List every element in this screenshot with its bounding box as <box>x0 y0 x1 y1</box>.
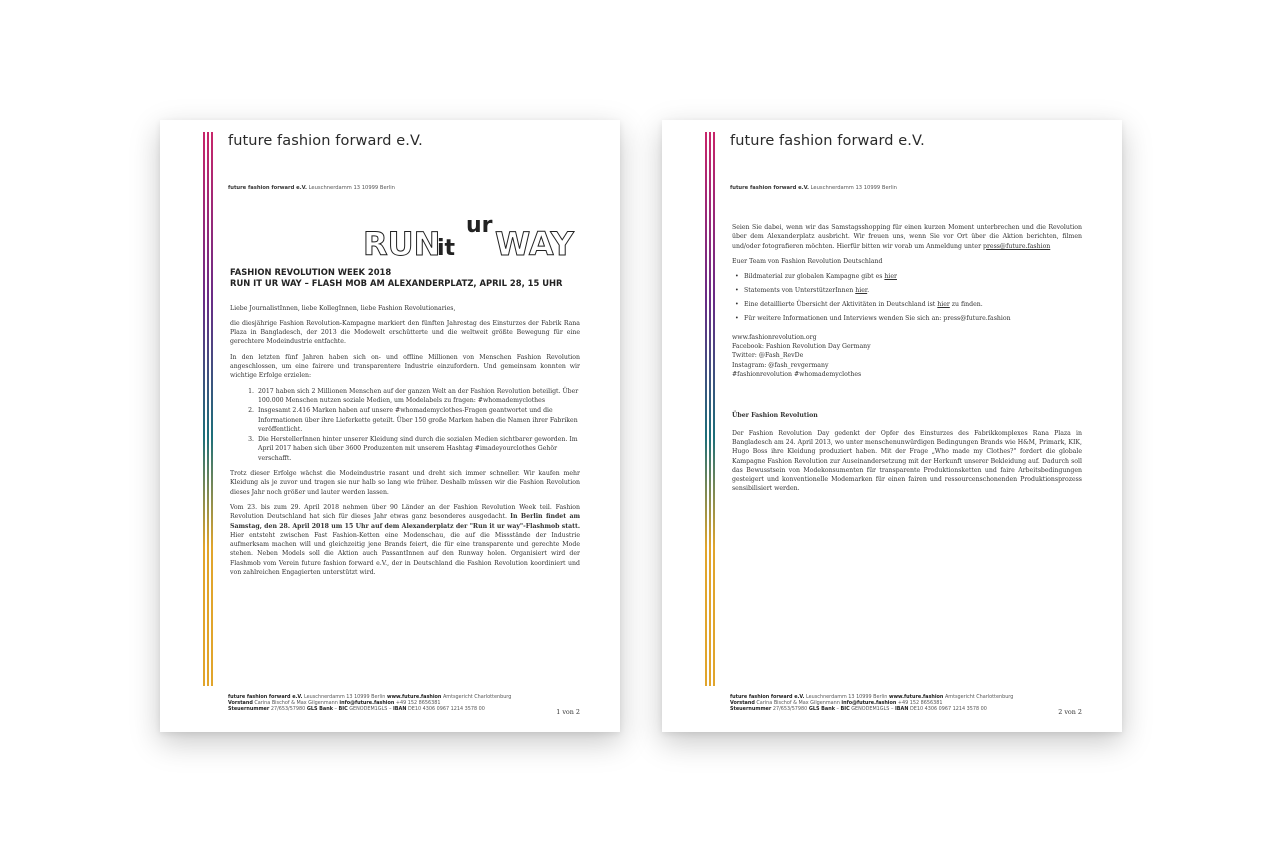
about-text: Der Fashion Revolution Day gedenkt der Opfer des Einsturzes des Fabrikkomplexes Rana Plaza in Bangladesch am 24. April 2013, wo unter menschenunwürdigen Bedingungen Brands wie H&M, Primark, KIK, Hugo Boss ihre Kleidung produziert haben. Mit der Frage „Who made my Clothes?" fordert die globale Kampagne Fashion Revolution zur Auseinandersetzung mit der Herkunft unserer Bekleidung auf. Dadurch soll das Bewusstsein von Modekonsumenten für transparente Produktionsketten und faire Arbeitsbedingungen gesteigert und konventionelle Modemarken für einen fairen und ressourcenschonenden Produktionsprozess sensibilisiert werden. <box>732 429 1082 493</box>
facebook-link[interactable]: Facebook: Fashion Revolution Day Germany <box>732 343 871 351</box>
page-title: FASHION REVOLUTION WEEK 2018 <box>230 267 392 277</box>
campaign-logo-way: WAY <box>495 225 574 258</box>
document-page-2 <box>662 120 1122 732</box>
sender-address: future fashion forward e.V. Leuschnerdamm 13 10999 Berlin <box>228 185 395 191</box>
page-1-body <box>230 268 580 583</box>
list-item: • Statements von UnterstützerInnen hier. <box>744 286 1082 295</box>
brand-name: future fashion forward e.V. <box>730 133 925 149</box>
signoff: Euer Team von Fashion Revolution Deutschland <box>732 257 883 265</box>
sender-address: future fashion forward e.V. Leuschnerdamm 13 10999 Berlin <box>730 185 897 191</box>
page-2-body <box>732 223 1082 500</box>
twitter-link[interactable]: Twitter: @Fash_RevDe <box>732 352 804 360</box>
paragraph-movement: In den letzten fünf Jahren haben sich on- und offline Millionen von Menschen Fashion Revolution angeschlossen, um eine fairere und transparentere Industrie einzufordern. Und gemeinsam konnten wir wichtige Erfolge erzielen: <box>230 353 580 380</box>
stripe-3 <box>713 132 715 686</box>
list-item: • Für weitere Informationen und Interviews wenden Sie sich an: press@future.fashion <box>744 314 1082 323</box>
page-subtitle: RUN IT UR WAY – FLASH MOB AM ALEXANDERPLATZ, APRIL 28, 15 UHR <box>230 278 563 289</box>
hashtags: #fashionrevolution #whomademyclothes <box>732 371 862 379</box>
about-heading: Über Fashion Revolution <box>732 412 818 420</box>
campaign-logo-ur: ur <box>466 213 493 238</box>
achievements-list <box>230 387 580 463</box>
campaign-logo-it: it <box>437 236 456 258</box>
stripe-1 <box>705 132 707 686</box>
campaign-logo-run: RUN <box>363 225 441 258</box>
stripe-2 <box>207 132 209 686</box>
brand-stripes <box>203 132 217 686</box>
social-links <box>732 333 1082 379</box>
paragraph-growth: Trotz dieser Erfolge wächst die Modeindustrie rasant und dreht sich immer schneller. Wir kaufen mehr Kleidung als je zuvor und tragen sie nur halb so lang wie früher. Deshalb müssen wir die Fashion Revolution dieses Jahr noch größer und lauter werden lassen. <box>230 470 580 496</box>
paragraph-event: Vom 23. bis zum 29. April 2018 nehmen über 90 Länder an der Fashion Revolution Week teil. Fashion Revolution Deutschland hat sich für dieses Jahr etwas ganz besonderes ausgedacht. In Berlin findet am Samstag, den 28. April 2018 um 15 Uhr auf dem Alexanderplatz der "Run it ur way"-Flashmob statt. Hier entsteht zwischen Fast Fashion-Ketten eine Modenschau, die auf die Missstände der Industrie aufmerksam machen will und gleichzeitig jene Brands feiert, die für eine transparente und gerechte Mode stehen. Neben Models soll die Aktion auch PassantInnen auf den Runway holen. Organisiert wird der Flashmob vom Verein future fashion forward e.V., der in Deutschland die Fashion Revolution koordiniert und von zahlreichen Engagierten unterstützt wird. <box>230 503 581 577</box>
stripe-1 <box>203 132 205 686</box>
page-number: 2 von 2 <box>1058 708 1082 716</box>
website-link[interactable]: www.fashionrevolution.org <box>732 333 817 341</box>
stripe-2 <box>709 132 711 686</box>
list-item: 3. Die HerstellerInnen hinter unserer Kleidung sind durch die sozialen Medien sichtbarer geworden. Im April 2017 haben sich über 3600 Produzenten mit unserem Hashtag #imadeyourclothes Gehör verschafft. <box>256 435 580 463</box>
list-item: 1. 2017 haben sich 2 Millionen Menschen auf der ganzen Welt an der Fashion Revolution beteiligt. Über 100.000 Menschen nutzen soziale Medien, um Modelabels zu fragen: #whomademyclothes <box>256 387 580 406</box>
page-number: 1 von 2 <box>556 708 580 716</box>
campaign-logo <box>363 212 583 258</box>
press-email-link[interactable]: press@future.fashion <box>983 242 1051 250</box>
event-highlight: In Berlin findet am Samstag, den 28. April 2018 um 15 Uhr auf dem Alexanderplatz der "Run it ur way"-Flashmob statt. <box>230 513 581 530</box>
list-item: • Eine detaillierte Übersicht der Aktivitäten in Deutschland ist hier zu finden. <box>744 300 1082 309</box>
paragraph-intro: die diesjährige Fashion Revolution-Kampagne markiert den fünften Jahrestag des Einsturzes der Fabrik Rana Plaza in Bangladesch, der 2013 die Modewelt erschütterte und die weltweit größte Bewegung für eine gerechtere Modeindustrie entfachte. <box>230 319 580 346</box>
paragraph-invitation: Seien Sie dabei, wenn wir das Samstagsshopping für einen kurzen Moment unterbrechen und die Revolution über dem Alexanderplatz ausbricht. Wir freuen uns, wenn Sie vor Ort über die Aktion berichten, filmen und/oder fotografieren möchten. Hierfür bitten wir vorab um Anmeldung unter press@future.fashion <box>732 224 1082 250</box>
page-footer: future fashion forward e.V. Leuschnerdamm 13 10999 Berlin www.future.fashion Amtsgericht Charlottenburg Vorstand Carina Bischof & Max Gilgenmann info@future.fashion +49 152 8656381 Steuernummer 27/653/57980 GLS Bank – BIC GENODEM1GLS – IBAN DE10 4306 0967 1214 3578 00 <box>730 694 1014 713</box>
stripe-3 <box>211 132 213 686</box>
page-footer: future fashion forward e.V. Leuschnerdamm 13 10999 Berlin www.future.fashion Amtsgericht Charlottenburg Vorstand Carina Bischof & Max Gilgenmann info@future.fashion +49 152 8656381 Steuernummer 27/653/57980 GLS Bank – BIC GENODEM1GLS – IBAN DE10 4306 0967 1214 3578 00 <box>228 694 512 713</box>
greeting: Liebe JournalistInnen, liebe KollegInnen, liebe Fashion Revolutionaries, <box>230 304 456 312</box>
list-item: • Bildmaterial zur globalen Kampagne gibt es hier <box>744 272 1082 281</box>
resources-list <box>732 272 1082 323</box>
image-material-link[interactable]: hier <box>884 273 897 281</box>
instagram-link[interactable]: Instagram: @fash_revgermany <box>732 361 829 369</box>
brand-name: future fashion forward e.V. <box>228 133 423 149</box>
list-item: 2. Insgesamt 2.416 Marken haben auf unsere #whomademyclothes-Fragen geantwortet und die Informationen über ihre Lieferkette geteilt. Über 150 große Marken haben die Namen ihrer Fabriken veröffentlicht. <box>256 406 580 434</box>
activities-link[interactable]: hier <box>937 300 950 308</box>
document-page-1 <box>160 120 620 732</box>
brand-stripes <box>705 132 719 686</box>
statements-link[interactable]: hier <box>855 286 868 294</box>
